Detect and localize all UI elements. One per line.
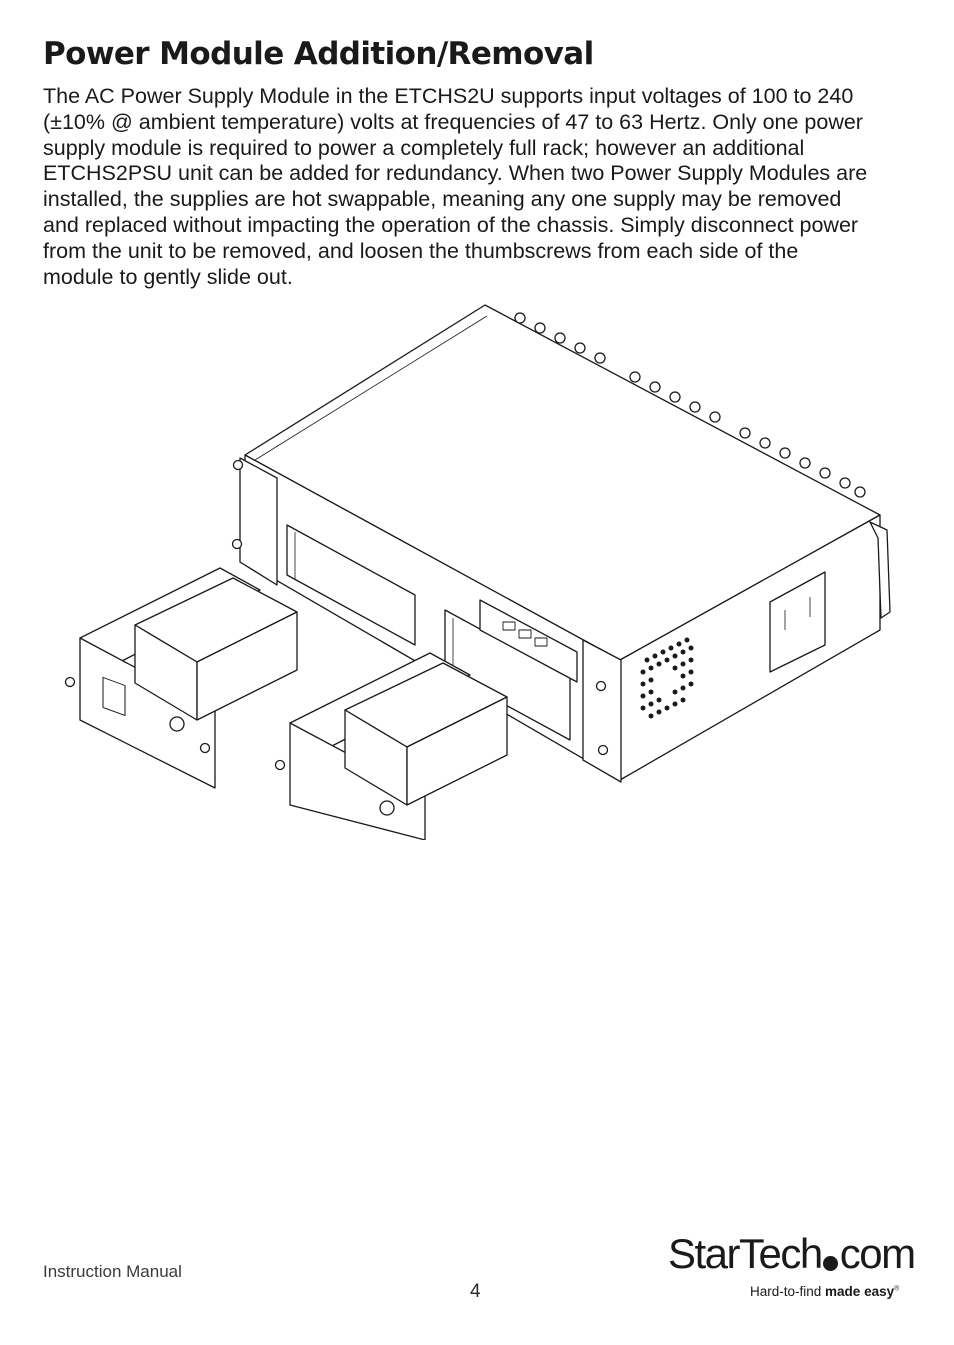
logo-word-start: StarTech bbox=[668, 1230, 822, 1277]
thumbscrew-icon bbox=[66, 678, 75, 687]
power-module-left bbox=[66, 568, 298, 788]
paragraph-line: ETCHS2PSU unit can be added for redundancy. When two Power Supply Modules are bbox=[43, 161, 868, 186]
logo-word-end: com bbox=[839, 1230, 915, 1277]
logo-wordmark bbox=[668, 1230, 915, 1278]
chassis-illustration bbox=[55, 300, 915, 840]
paragraph-line: and replaced without impacting the operation of the chassis. Simply disconnect power bbox=[43, 212, 859, 237]
left-rack-ear bbox=[240, 458, 277, 585]
paragraph-line: The AC Power Supply Module in the ETCHS2U supports input voltages of 100 to 240 bbox=[43, 84, 854, 108]
thumbscrew-icon bbox=[597, 682, 606, 691]
thumbscrew-icon bbox=[599, 746, 608, 755]
right-rack-ear bbox=[583, 640, 621, 782]
logo-tagline bbox=[750, 1284, 899, 1299]
paragraph-line: module to gently slide out. bbox=[43, 264, 293, 289]
footer-document-name: Instruction Manual bbox=[43, 1262, 182, 1281]
logo-dot-icon bbox=[823, 1256, 838, 1271]
thumbscrew-icon bbox=[234, 461, 243, 470]
thumbscrew-icon bbox=[233, 540, 242, 549]
tagline-light: Hard-to-find bbox=[750, 1284, 822, 1299]
paragraph-line: installed, the supplies are hot swappable, meaning any one supply may be removed bbox=[43, 187, 842, 212]
thumbscrew-icon bbox=[201, 744, 210, 753]
body-paragraph bbox=[43, 84, 923, 290]
page-number: 4 bbox=[470, 1281, 481, 1302]
tagline-bold: made easy bbox=[825, 1284, 895, 1299]
paragraph-line: (±10% @ ambient temperature) volts at frequencies of 47 to 63 Hertz. Only one power bbox=[43, 109, 863, 134]
paragraph-line: supply module is required to power a completely full rack; however an additional bbox=[43, 135, 805, 160]
trademark-symbol: ® bbox=[894, 1285, 900, 1293]
page-title: Power Module Addition/Removal bbox=[43, 36, 594, 72]
startech-logo bbox=[668, 1230, 918, 1310]
thumbscrew-icon bbox=[276, 761, 285, 770]
power-module-right bbox=[276, 653, 508, 840]
paragraph-line: from the unit to be removed, and loosen the thumbscrews from each side of the bbox=[43, 238, 799, 263]
